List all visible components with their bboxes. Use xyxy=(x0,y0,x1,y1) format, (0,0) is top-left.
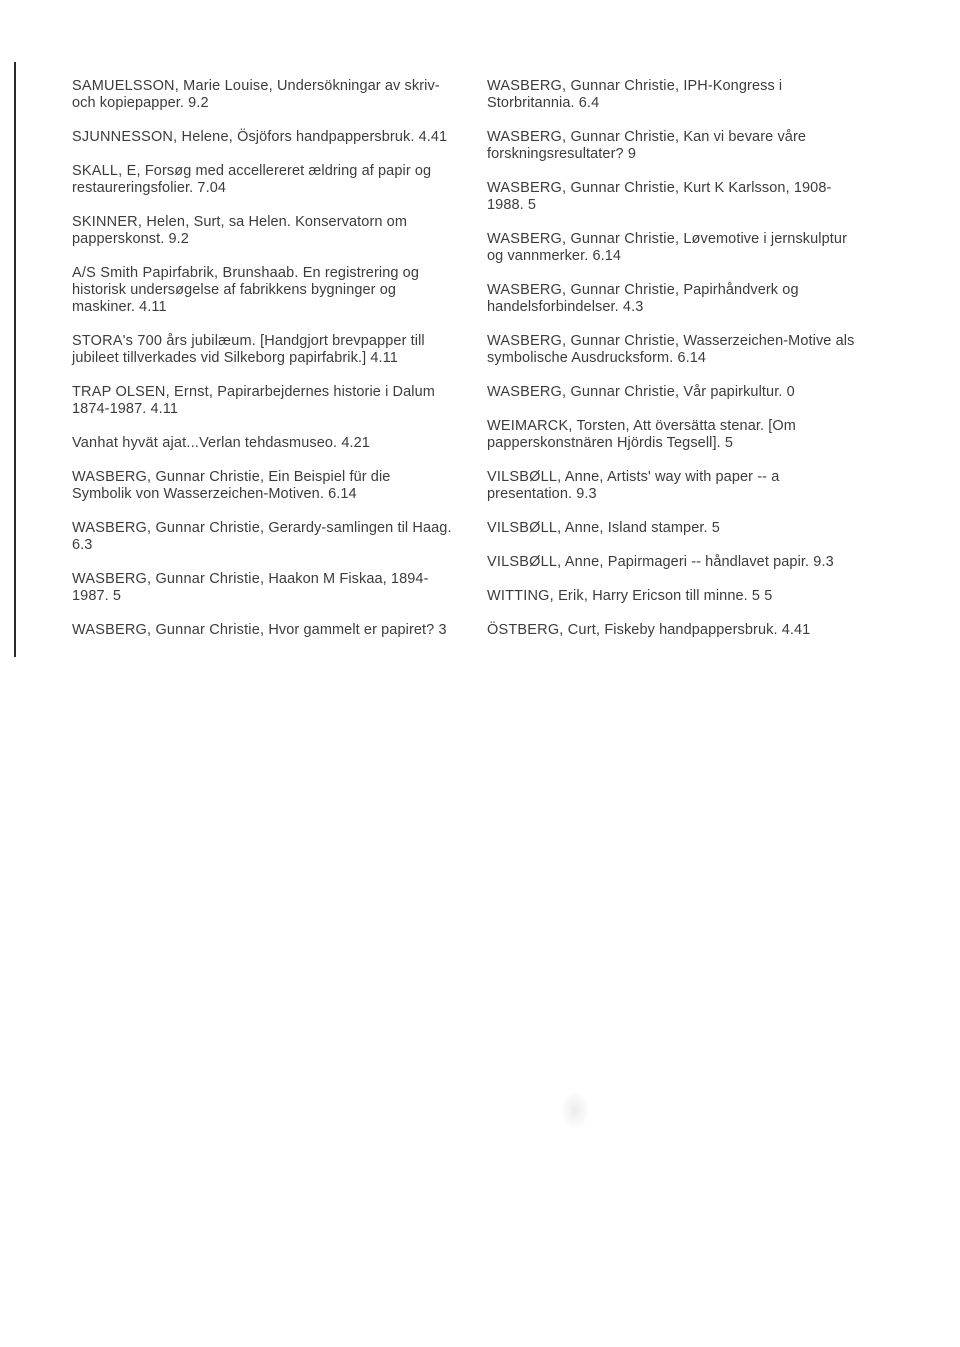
entry-author: TRAP OLSEN, Ernst, xyxy=(72,384,214,400)
index-entry xyxy=(72,129,452,146)
left-column xyxy=(72,78,452,656)
entry-author: WASBERG, Gunnar Christie, xyxy=(487,231,680,247)
entry-author: WASBERG, Gunnar Christie, xyxy=(487,129,680,145)
index-entry xyxy=(72,622,452,639)
index-entry xyxy=(72,163,452,197)
entry-title: Vår papirkultur. 0 xyxy=(679,384,795,400)
index-entry xyxy=(72,435,452,452)
entry-title: Papirarbejdernes historie i Dalum 1874-1987. 4.11 xyxy=(72,384,435,417)
entry-author: VILSBØLL, Anne, xyxy=(487,520,604,536)
index-entry xyxy=(487,129,867,163)
index-entry xyxy=(72,469,452,503)
index-entry xyxy=(487,469,867,503)
index-entry xyxy=(487,384,867,401)
margin-rule xyxy=(14,62,16,657)
entry-author: ÖSTBERG, Curt, xyxy=(487,622,601,638)
entry-title: Papirmageri -- håndlavet papir. 9.3 xyxy=(603,554,834,570)
entry-author: WASBERG, Gunnar Christie, xyxy=(487,384,680,400)
entry-title: Artists' way with paper -- a presentation. 9.3 xyxy=(487,469,780,502)
entry-author: Vanhat hyvät ajat... xyxy=(72,435,200,451)
entry-title: Island stamper. 5 xyxy=(603,520,720,536)
index-entry xyxy=(487,418,867,452)
entry-author: SAMUELSSON, Marie Louise, xyxy=(72,78,273,94)
scan-smudge xyxy=(560,1090,590,1130)
entry-title: Kan vi bevare våre forskningsresultater? 9 xyxy=(487,129,807,162)
index-entry xyxy=(487,78,867,112)
index-entry xyxy=(487,622,867,639)
index-entry xyxy=(72,78,452,112)
entry-author: WASBERG, Gunnar Christie, xyxy=(487,333,680,349)
entry-author: STORA's 700 års jubilæum. xyxy=(72,333,256,349)
index-entry xyxy=(72,520,452,554)
entry-title: Forsøg med accellereret ældring af papir og restaureringsfolier. 7.04 xyxy=(72,163,432,196)
index-entry xyxy=(487,554,867,571)
entry-author: WASBERG, Gunnar Christie, xyxy=(487,180,680,196)
entry-title: Gerardy-samlingen til Haag. 6.3 xyxy=(72,520,452,553)
index-entry xyxy=(72,214,452,248)
entry-author: WEIMARCK, Torsten, xyxy=(487,418,630,434)
index-entry xyxy=(72,333,452,367)
entry-title: Undersökningar av skriv- och kopiepapper. 9.2 xyxy=(72,78,440,111)
entry-title: Haakon M Fiskaa, 1894-1987. 5 xyxy=(72,571,429,604)
right-column xyxy=(487,78,867,656)
entry-title: En registrering og historisk undersøgelse af fabrikkens bygninger og maskiner. 4.11 xyxy=(72,265,420,315)
entry-author: WASBERG, Gunnar Christie, xyxy=(72,622,265,638)
entry-author: SKALL, E, xyxy=(72,163,141,179)
entry-title: Harry Ericson till minne. 5 5 xyxy=(588,588,773,604)
entry-author: VILSBØLL, Anne, xyxy=(487,469,604,485)
entry-author: SJUNNESSON, Helene, xyxy=(72,129,233,145)
index-entry xyxy=(487,520,867,537)
index-entry xyxy=(487,231,867,265)
entry-author: WASBERG, Gunnar Christie, xyxy=(72,520,265,536)
entry-title: Verlan tehdasmuseo. 4.21 xyxy=(199,435,370,451)
entry-author: WASBERG, Gunnar Christie, xyxy=(72,469,265,485)
entry-title: IPH-Kongress i Storbritannia. 6.4 xyxy=(487,78,783,111)
index-entry xyxy=(487,588,867,605)
index-entry xyxy=(487,180,867,214)
entry-title: Ösjöfors handpappersbruk. 4.41 xyxy=(232,129,448,145)
entry-title: Att översätta stenar. [Om papperskonstnären Hjördis Tegsell]. 5 xyxy=(487,418,796,451)
entry-title: Surt, sa Helen. Konservatorn om papperskonst. 9.2 xyxy=(72,214,408,247)
entry-title: Fiskeby handpappersbruk. 4.41 xyxy=(600,622,811,638)
entry-title: Løvemotive i jernskulptur og vannmerker. 6.14 xyxy=(487,231,848,264)
index-entry xyxy=(487,333,867,367)
entry-title: Kurt K Karlsson, 1908-1988. 5 xyxy=(487,180,832,213)
entry-title: Wasserzeichen-Motive als symbolische Ausdrucksform. 6.14 xyxy=(487,333,855,366)
entry-title: Hvor gammelt er papiret? 3 xyxy=(264,622,447,638)
entry-author: WITTING, Erik, xyxy=(487,588,589,604)
index-entry xyxy=(72,384,452,418)
index-entry xyxy=(72,265,452,316)
entry-author: VILSBØLL, Anne, xyxy=(487,554,604,570)
entry-title: [Handgjort brevpapper till jubileet tillverkades vid Silkeborg papirfabrik.] 4.11 xyxy=(72,333,425,366)
entry-author: WASBERG, Gunnar Christie, xyxy=(487,282,680,298)
entry-author: SKINNER, Helen, xyxy=(72,214,190,230)
entry-title: Ein Beispiel für die Symbolik von Wasserzeichen-Motiven. 6.14 xyxy=(72,469,391,502)
entry-author: WASBERG, Gunnar Christie, xyxy=(72,571,265,587)
index-entry xyxy=(72,571,452,605)
entry-title: Papirhåndverk og handelsforbindelser. 4.3 xyxy=(487,282,799,315)
entry-author: WASBERG, Gunnar Christie, xyxy=(487,78,680,94)
entry-author: A/S Smith Papirfabrik, Brunshaab. xyxy=(72,265,299,281)
index-entry xyxy=(487,282,867,316)
